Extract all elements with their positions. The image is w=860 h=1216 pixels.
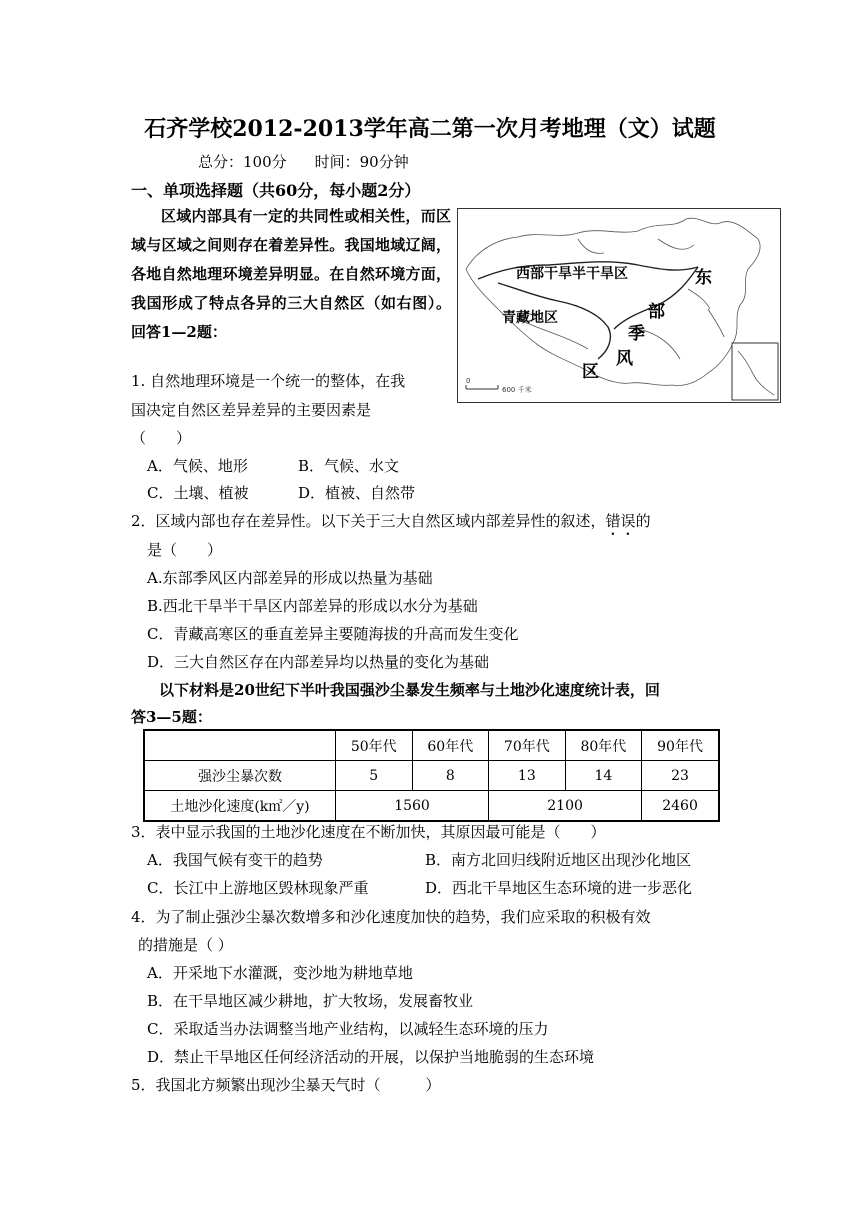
q2-stem-end: 的 [635, 512, 651, 530]
table-cell: 13 [489, 761, 566, 791]
q4-option-b: B．在干旱地区减少耕地，扩大牧场，发展畜牧业 [147, 992, 474, 1010]
q2-stem-text: 2．区域内部也存在差异性。以下关于三大自然区域内部差异性的叙述， [131, 512, 606, 530]
page-title: 石齐学校2012-2013学年高二第一次月考地理（文）试题 [144, 116, 716, 142]
q4-stem-b: 的措施是（ ） [138, 936, 233, 954]
q4-option-d: D．禁止干旱地区任何经济活动的开展，以保护当地脆弱的生态环境 [147, 1048, 595, 1066]
table-cell: 2460 [642, 791, 719, 822]
q1-paren: （ ） [131, 429, 192, 447]
table-header-cell: 60年代 [412, 730, 489, 761]
q2-option-a: A.东部季风区内部差异的形成以热量为基础 [147, 569, 433, 587]
map-scale-label: 600 千米 [502, 386, 532, 394]
label-east-3: 季 [628, 324, 645, 344]
q2-stem-c: 是（ ） [147, 541, 223, 559]
table-header-cell: 70年代 [489, 730, 566, 761]
section-heading: 一、单项选择题（共60分，每小题2分） [131, 181, 421, 200]
label-east-1: 东 [695, 268, 712, 288]
q1-option-d: D．植被、自然带 [298, 484, 416, 502]
q1-stem-a: 1. 自然地理环境是一个统一的整体，在我 [131, 372, 406, 390]
q3-option-c: C．长江中上游地区毁林现象严重 [147, 879, 369, 897]
total-score: 总分：100分 [198, 153, 287, 171]
table-cell: 2100 [489, 791, 642, 822]
label-qinghai-tibet: 青藏地区 [502, 310, 558, 326]
sandstorm-table [143, 729, 720, 822]
label-east-4: 风 [616, 349, 633, 369]
table-cell: 5 [336, 761, 413, 791]
q2-stem [131, 507, 651, 539]
table-header-row [144, 730, 719, 761]
table-cell: 14 [565, 761, 642, 791]
table-header-cell: 50年代 [336, 730, 413, 761]
map-drawing [458, 209, 780, 402]
q1-option-b: B．气候、水文 [298, 457, 400, 475]
q4-option-a: A．开采地下水灌溉，变沙地为耕地草地 [147, 964, 413, 982]
table-header-cell [144, 730, 336, 761]
svg-text:0: 0 [466, 377, 471, 385]
table-cell: 土地沙化速度(k㎡／y) [144, 791, 336, 822]
q3-option-b: B．南方北回归线附近地区出现沙化地区 [425, 851, 692, 869]
q5-stem: 5．我国北方频繁出现沙尘暴天气时（ ） [131, 1076, 441, 1094]
exam-time: 时间：90分钟 [314, 153, 409, 171]
q2-option-d: D．三大自然区存在内部差异均以热量的变化为基础 [147, 653, 490, 671]
label-east-5: 区 [582, 362, 599, 382]
table-header-cell: 90年代 [642, 730, 719, 761]
q3-stem: 3．表中显示我国的土地沙化速度在不断加快，其原因最可能是（ ） [131, 823, 606, 841]
exam-meta [198, 151, 409, 172]
q2-option-b: B.西北干旱半干旱区内部差异的形成以水分为基础 [147, 597, 478, 615]
q1-stem-b: 国决定自然区差异差异的主要因素是 [131, 401, 372, 419]
q3-option-d: D．西北干旱地区生态环境的进一步恶化 [425, 879, 693, 897]
q4-stem-a: 4．为了制止强沙尘暴次数增多和沙化速度加快的趋势，我们应采取的积极有效 [131, 908, 651, 926]
q2-option-c: C．青藏高寒区的垂直差异主要随海拔的升高而发生变化 [147, 625, 519, 643]
table-row [144, 761, 719, 791]
table-cell: 8 [412, 761, 489, 791]
label-east-2: 部 [648, 302, 665, 322]
china-region-map [457, 208, 781, 403]
label-west-arid: 西部干旱半干旱区 [516, 266, 628, 282]
intro-paragraph-2a: 以下材料是20世纪下半叶我国强沙尘暴发生频率与土地沙化速度统计表，回 [159, 681, 660, 699]
q1-option-c: C．土壤、植被 [147, 484, 249, 502]
q3-option-a: A．我国气候有变干的趋势 [147, 851, 323, 869]
q2-emphasis: 错误 [605, 512, 636, 530]
table-header-cell: 80年代 [565, 730, 642, 761]
table-cell: 23 [642, 761, 719, 791]
table-cell: 1560 [336, 791, 489, 822]
table-row [144, 791, 719, 822]
intro-paragraph-2b: 答3—5题： [131, 708, 212, 726]
table-cell: 强沙尘暴次数 [144, 761, 336, 791]
q4-option-c: C．采取适当办法调整当地产业结构，以减轻生态环境的压力 [147, 1020, 549, 1038]
intro-text: 区域内部具有一定的共同性或相关性，而区域与区域之间则存在着差异性。我国地域辽阔，各地自然地理环境差异明显。在自然环境方面，我国形成了特点各异的三大自然区（如右图）。回答1—2题： [131, 207, 451, 341]
q1-option-a: A．气候、地形 [147, 457, 248, 475]
intro-paragraph-1 [131, 202, 451, 347]
